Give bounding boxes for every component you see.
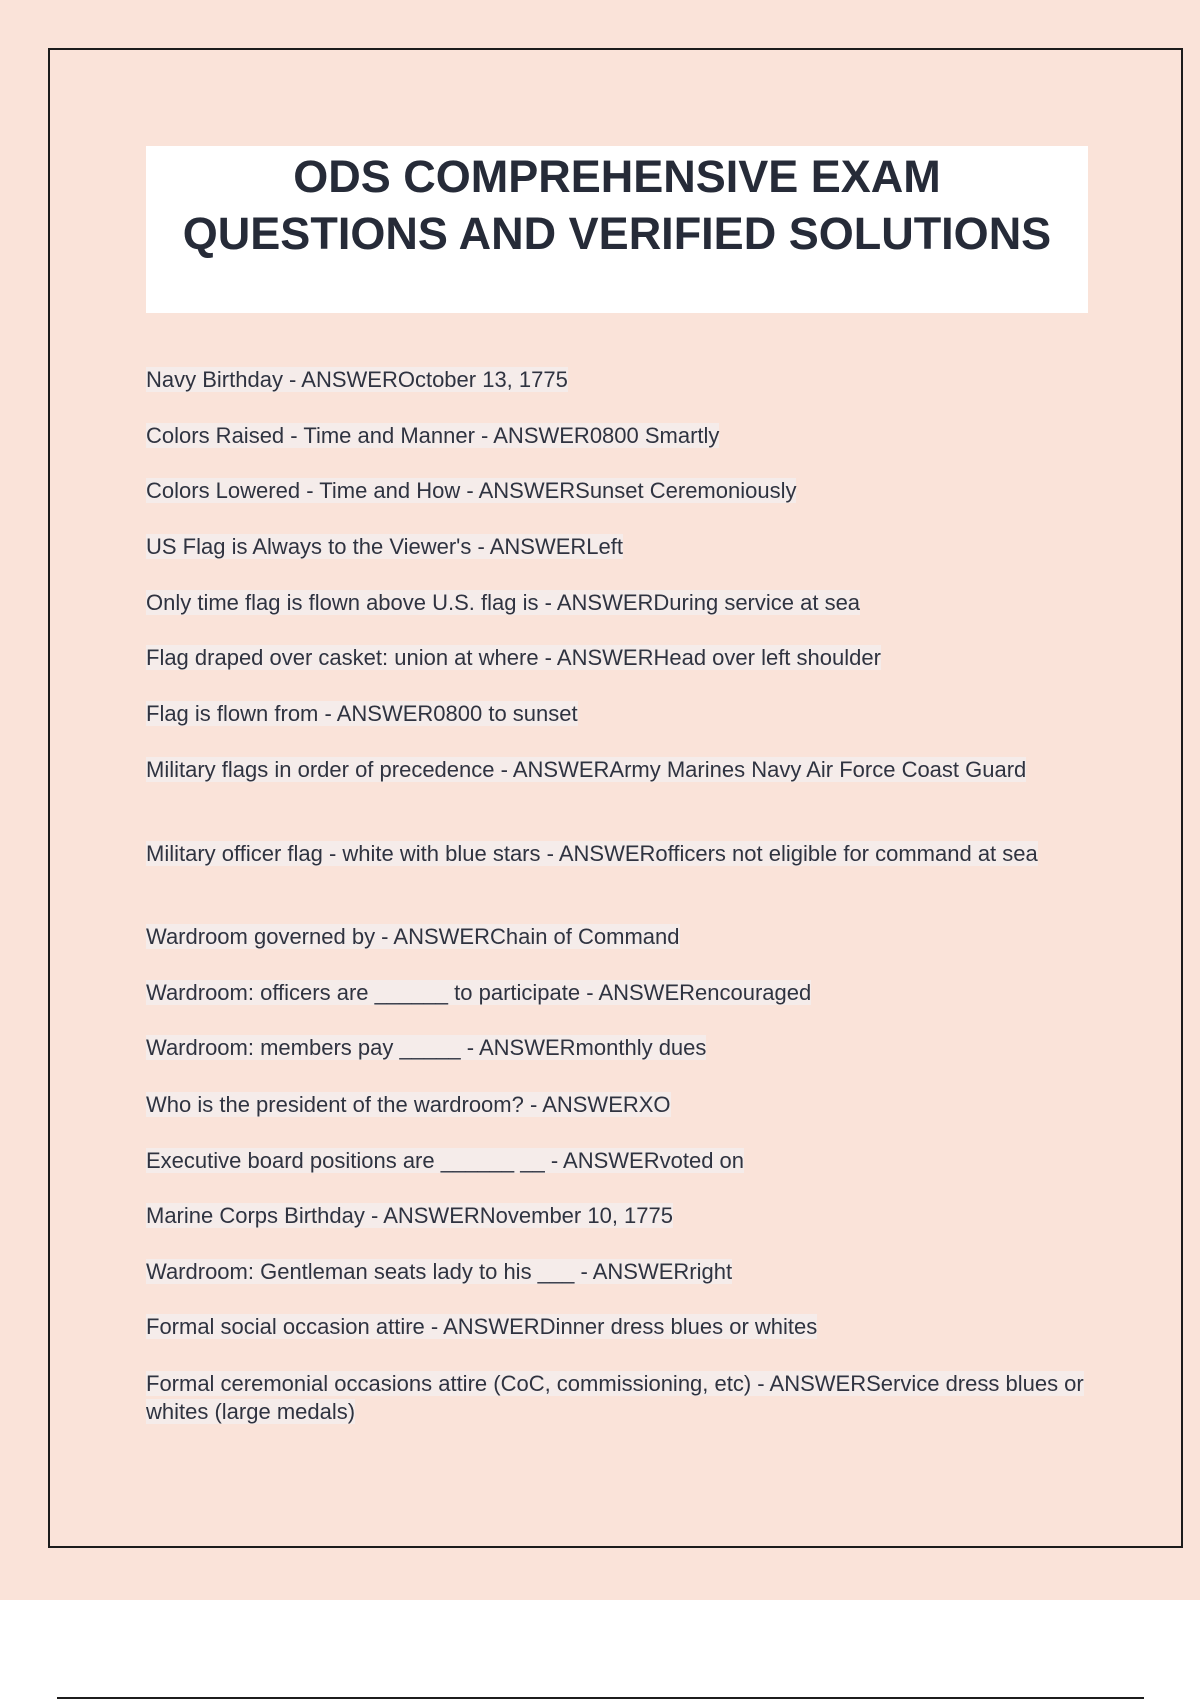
qa-item-text: Wardroom: members pay _____ - ANSWERmonthly dues: [146, 1035, 707, 1060]
qa-item: [146, 1258, 1096, 1286]
qa-item: [146, 533, 1096, 561]
qa-item-text: Colors Raised - Time and Manner - ANSWER0800 Smartly: [146, 423, 720, 448]
qa-item: [146, 477, 1096, 505]
qa-item-text: Wardroom governed by - ANSWERChain of Command: [146, 924, 680, 949]
qa-item-text: Flag draped over casket: union at where - ANSWERHead over left shoulder: [146, 645, 881, 670]
footer-divider: [57, 1697, 1144, 1699]
qa-item: [146, 366, 1096, 394]
qa-item-text: Military officer flag - white with blue stars - ANSWERofficers not eligible for command at sea: [146, 841, 1038, 866]
qa-item: [146, 700, 1096, 728]
qa-item-text: Colors Lowered - Time and How - ANSWERSunset Ceremoniously: [146, 478, 797, 503]
qa-item-text: US Flag is Always to the Viewer's - ANSWERLeft: [146, 534, 623, 559]
qa-item: [146, 1202, 1096, 1230]
qa-item-text: Flag is flown from - ANSWER0800 to sunset: [146, 701, 578, 726]
qa-item-text: Only time flag is flown above U.S. flag is - ANSWERDuring service at sea: [146, 590, 861, 615]
qa-item-text: Executive board positions are ______ __ - ANSWERvoted on: [146, 1148, 745, 1173]
qa-item-text: Who is the president of the wardroom? - ANSWERXO: [146, 1092, 671, 1117]
qa-item: [146, 1091, 1096, 1119]
qa-item-text: Navy Birthday - ANSWEROctober 13, 1775: [146, 367, 568, 392]
qa-item-text: Formal ceremonial occasions attire (CoC, commissioning, etc) - ANSWERService dress blues or whites (large medals): [146, 1371, 1084, 1424]
qa-item: [146, 589, 1096, 617]
qa-item: [146, 1147, 1096, 1175]
qa-item: [146, 644, 1096, 672]
qa-item-text: Wardroom: officers are ______ to participate - ANSWERencouraged: [146, 980, 812, 1005]
page-title-line-2: QUESTIONS AND VERIFIED SOLUTIONS: [182, 208, 1052, 259]
qa-item: [146, 840, 1096, 868]
title-box: [146, 146, 1088, 313]
qa-item: [146, 422, 1096, 450]
qa-item: [146, 923, 1096, 951]
page-title-line-1: ODS COMPREHENSIVE EXAM: [293, 151, 941, 202]
qa-item: [146, 1313, 1096, 1341]
qa-item: [146, 1034, 1096, 1062]
qa-item: [146, 979, 1096, 1007]
qa-item-text: Wardroom: Gentleman seats lady to his ___ - ANSWERright: [146, 1259, 733, 1284]
qa-item: [146, 756, 1096, 784]
qa-item-text: Military flags in order of precedence - ANSWERArmy Marines Navy Air Force Coast Guard: [146, 757, 1027, 782]
qa-item: [146, 1370, 1096, 1426]
qa-item-text: Formal social occasion attire - ANSWERDinner dress blues or whites: [146, 1314, 818, 1339]
qa-item-text: Marine Corps Birthday - ANSWERNovember 10, 1775: [146, 1203, 673, 1228]
